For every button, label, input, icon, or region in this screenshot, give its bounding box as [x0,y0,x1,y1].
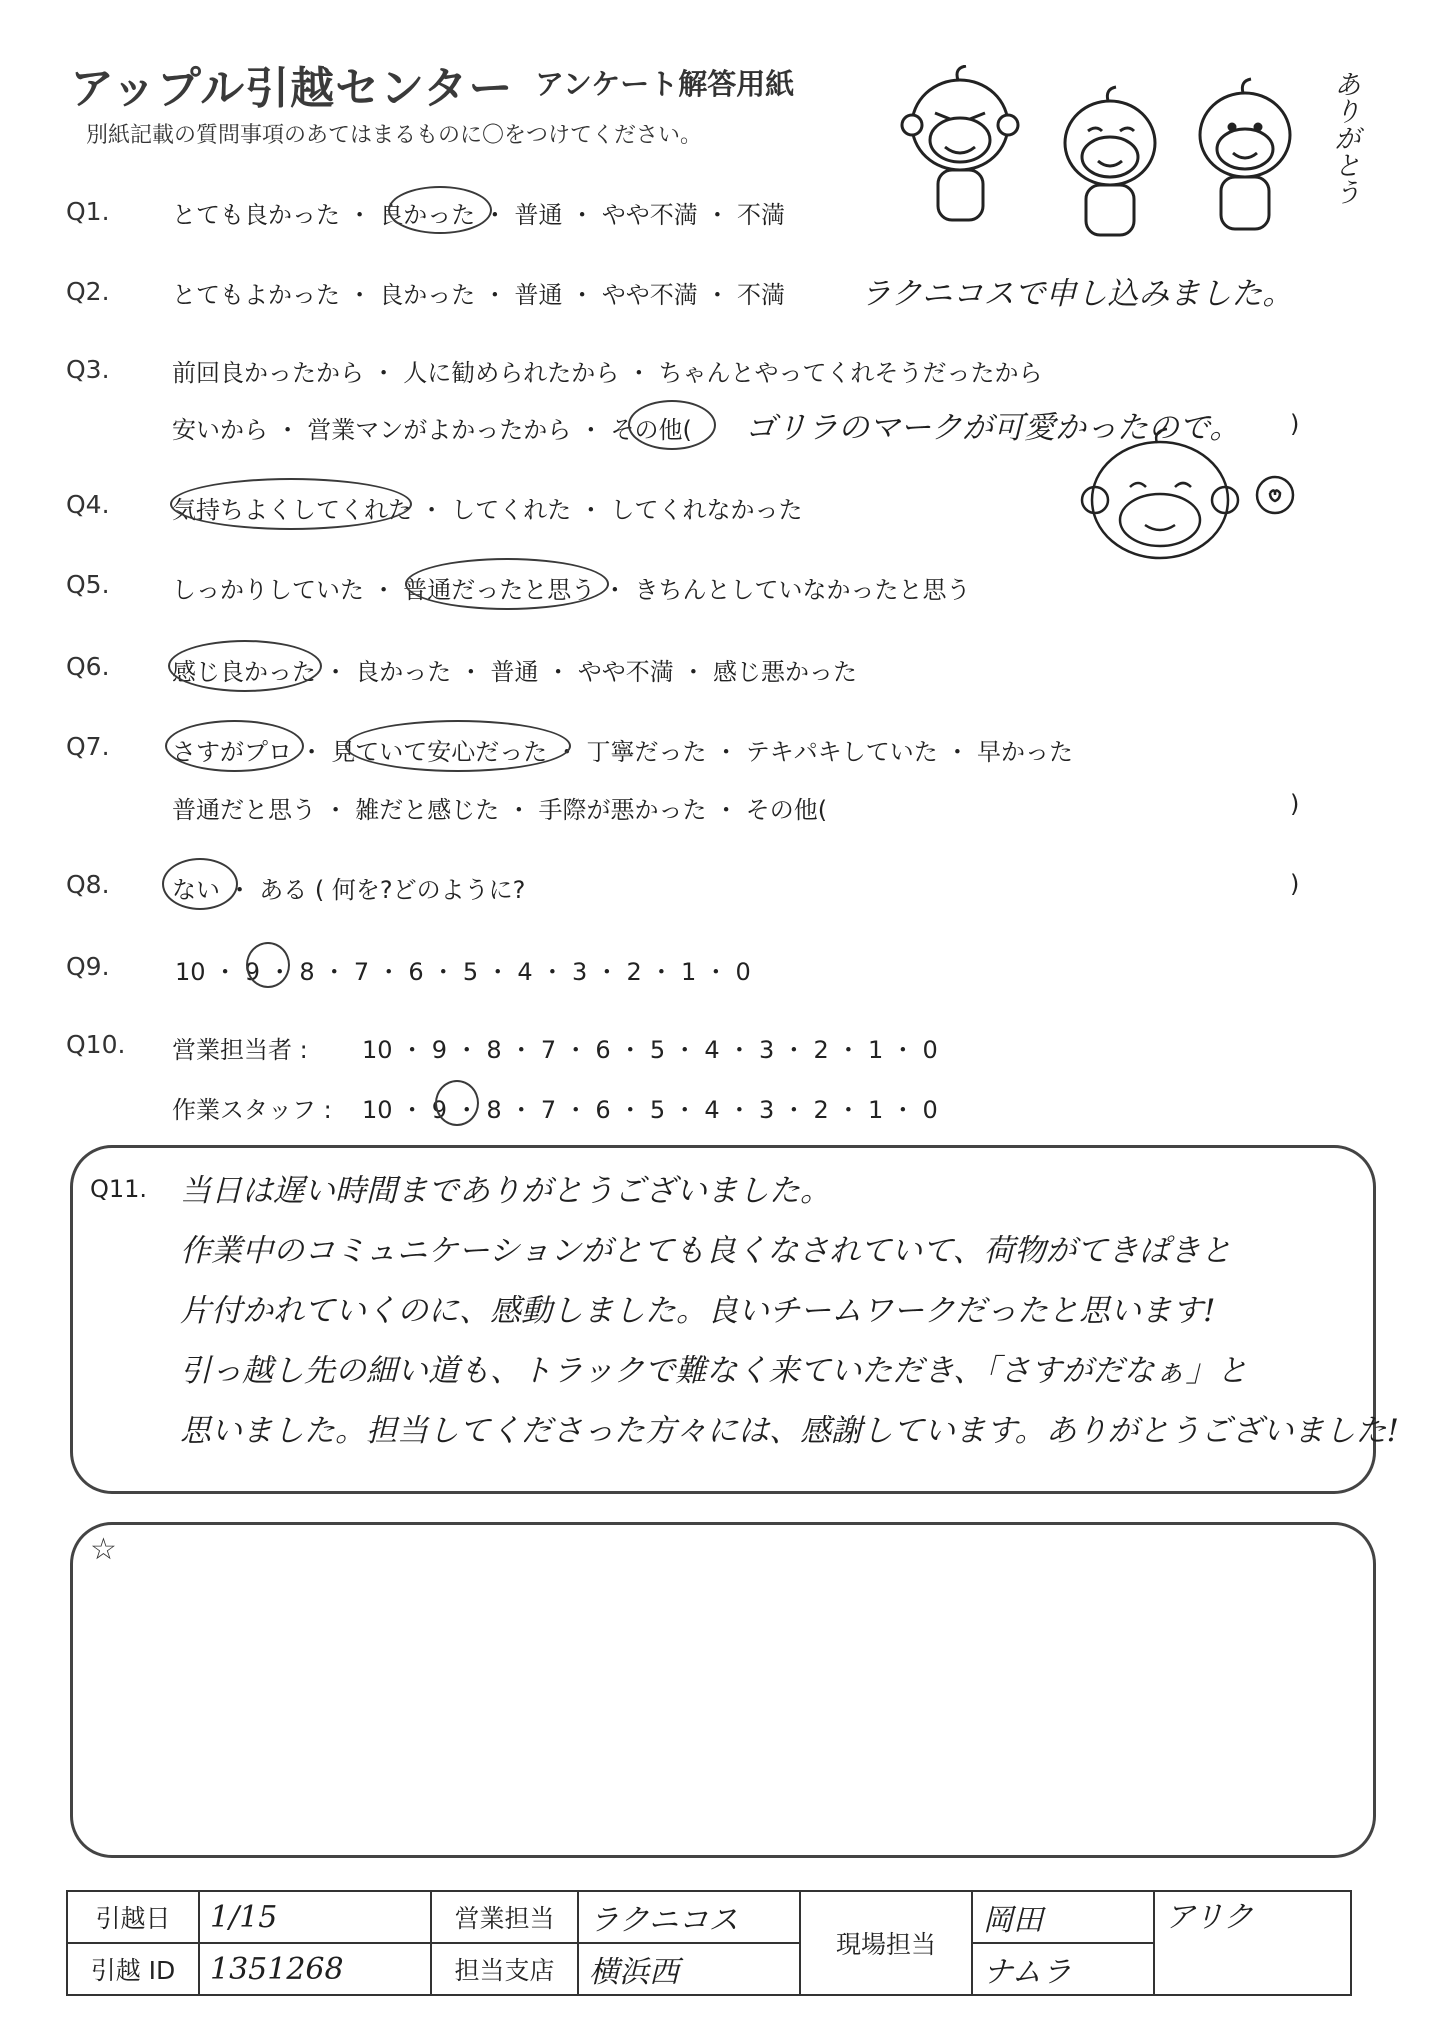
gorilla-mascot-2 [1065,87,1155,235]
q3-label: Q3. [66,355,110,384]
q8-label: Q8. [66,870,110,899]
gorilla-mascot-1 [902,66,1018,220]
q11-line-1: 当日は遅い時間までありがとうございました。 [180,1173,831,1209]
q1-label: Q1. [66,197,110,226]
q4-label: Q4. [66,490,110,519]
branch-value: 横浜西 [578,1943,800,1995]
answer-circle [168,640,322,692]
form-title: アンケート解答用紙 [535,67,795,101]
answer-circle [170,478,412,530]
q9-label: Q9. [66,952,110,981]
q8-close-paren: ) [1290,870,1300,898]
company-title: アップル引越センター [70,63,514,114]
answer-circle [165,720,304,772]
q11-line-5: 思いました。担当してくださった方々には、感謝しています。ありがとうございました! [180,1413,1399,1449]
q7-options-line2: 普通だと思う ・ 雑だと感じた ・ 手際が悪かった ・ その他( [172,796,828,824]
free-comment-box [70,1522,1376,1858]
q7-options-line1: さすがプロ ・ 見ていて安心だった ・ 丁寧だった ・ テキパキしていた ・ 早かった [172,738,1074,766]
branch-label: 担当支店 [431,1943,578,1995]
q3-close-paren: ) [1290,410,1300,438]
q2-label: Q2. [66,277,110,306]
q10-staff-label: 作業スタッフ : [172,1096,332,1124]
q8-options: ない ・ ある ( 何を?どのように? [172,876,526,904]
answer-circle [345,720,571,772]
star-icon: ☆ [90,1532,117,1567]
gorilla-doodle-sketch [1075,425,1305,565]
q6-label: Q6. [66,652,110,681]
answer-circle [388,186,492,234]
sales-value: ラクニコス [578,1891,800,1943]
q3-options-line1: 前回良かったから ・ 人に勧められたから ・ ちゃんとやってくれそうだったから [172,359,1043,387]
q7-label: Q7. [66,732,110,761]
q11-line-3: 片付かれていくのに、感動しました。良いチームワークだったと思います! [180,1293,1216,1329]
answer-circle [435,1080,479,1126]
site-staff-2: アリク [1154,1891,1351,1995]
q2-options: とてもよかった ・ 良かった ・ 普通 ・ やや不満 ・ 不満 [172,281,786,309]
thanks-vertical-text: ありがとう [1329,70,1360,205]
q1-options: とても良かった ・ 良かった ・ 普通 ・ やや不満 ・ 不満 [172,201,786,229]
site-staff-3: ナムラ [972,1943,1154,1995]
gorilla-mascot-3 [1200,79,1290,229]
answer-circle [162,858,238,910]
q10-label: Q10. [66,1030,126,1059]
q9-scale: 10 ・ 9 ・ 8 ・ 7 ・ 6 ・ 5 ・ 4 ・ 3 ・ 2 ・ 1 ・ 0 [175,958,751,986]
move-id-label: 引越 ID [67,1943,199,1995]
q3-handwritten-answer: ゴリラのマークが可愛かったので。 [745,410,1241,446]
q5-label: Q5. [66,570,110,599]
q6-options: 感じ良かった ・ 良かった ・ 普通 ・ やや不満 ・ 感じ悪かった [172,658,858,686]
site-label: 現場担当 [800,1891,972,1995]
footer-info-table [66,1890,1352,1996]
q11-line-4: 引っ越し先の細い道も、トラックで難なく来ていただき、「さすがだなぁ」と [180,1353,1248,1389]
q10-sales-scale: 10 ・ 9 ・ 8 ・ 7 ・ 6 ・ 5 ・ 4 ・ 3 ・ 2 ・ 1 ・ 0 [362,1036,938,1064]
move-date-label: 引越日 [67,1891,199,1943]
q2-handwritten-answer: ラクニコスで申し込みました。 [860,276,1294,312]
site-staff-1: 岡田 [972,1891,1154,1943]
move-date-value: 1/15 [199,1891,431,1943]
sales-label: 営業担当 [431,1891,578,1943]
move-id-value: 1351268 [199,1943,431,1995]
q7-close-paren: ) [1290,790,1300,818]
answer-circle [405,558,609,610]
instruction-text: 別紙記載の質問事項のあてはまるものに〇をつけてください。 [86,123,703,148]
q11-line-2: 作業中のコミュニケーションがとても良くなされていて、荷物がてきぱきと [180,1233,1232,1269]
q10-staff-scale: 10 ・ 9 ・ 8 ・ 7 ・ 6 ・ 5 ・ 4 ・ 3 ・ 2 ・ 1 ・ 0 [362,1096,938,1124]
q5-options: しっかりしていた ・ 普通だったと思う ・ きちんとしていなかったと思う [172,576,971,604]
answer-circle [246,942,290,988]
answer-circle [628,400,716,450]
q10-sales-label: 営業担当者 : [172,1036,308,1064]
q4-options: 気持ちよくしてくれた ・ してくれた ・ してくれなかった [172,496,803,524]
q11-label: Q11. [90,1175,148,1203]
q3-options-line2: 安いから ・ 営業マンがよかったから ・ その他( [172,416,692,444]
gorilla-mascots-illustration [900,65,1340,245]
